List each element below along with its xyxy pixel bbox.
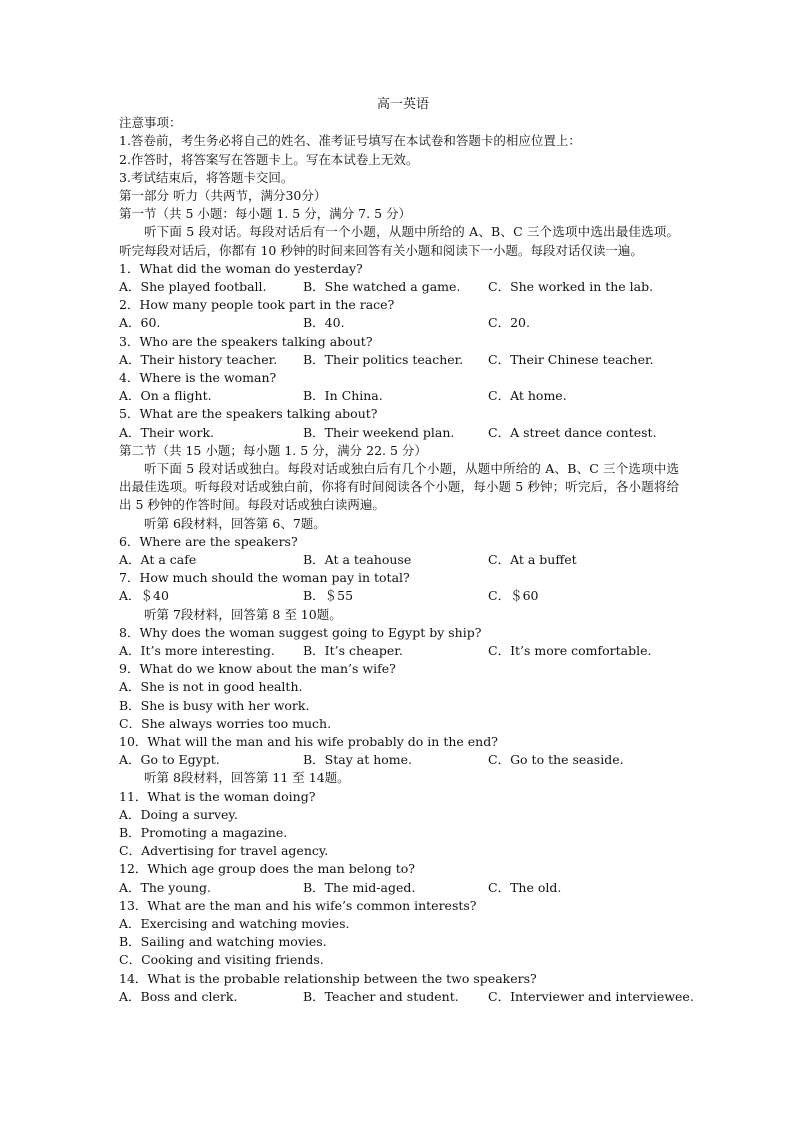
options-5 — [119, 424, 679, 442]
option-c: C．Interviewer and interviewee. — [488, 988, 694, 1004]
notice-heading: 注意事项： — [119, 115, 182, 131]
option-a: A．Boss and clerk. — [119, 988, 238, 1004]
option-c: C．She worked in the lab. — [488, 279, 654, 295]
options-12 — [119, 879, 679, 897]
page-title: 高一英语 — [376, 97, 429, 112]
options-6 — [119, 551, 679, 569]
option-a: A．She is not in good health. — [119, 679, 303, 695]
question-9: 9．What do we know about the man’s wife? — [119, 661, 396, 677]
option-c: C．Advertising for travel agency. — [119, 843, 329, 859]
options-8 — [119, 642, 679, 660]
option-b: B．She is busy with her work. — [119, 697, 310, 713]
option-c: C．It’s more comfortable. — [488, 642, 652, 658]
option-a: A．＄40 — [119, 588, 169, 604]
material-note: 听第 8段材料，回答第 11 至 14题。 — [144, 770, 350, 786]
material-note: 听第 7段材料，回答第 8 至 10题。 — [144, 606, 342, 622]
question-8: 8．Why does the woman suggest going to Egypt by ship? — [119, 624, 482, 640]
option-b: B．The mid-aged. — [303, 879, 416, 895]
question-5: 5．What are the speakers talking about? — [119, 406, 378, 422]
question-12: 12．Which age group does the man belong to? — [119, 861, 415, 877]
question-2: 2．How many people took part in the race? — [119, 297, 395, 313]
option-b: B．In China. — [303, 388, 383, 404]
options-14 — [119, 988, 694, 1006]
options-10 — [119, 751, 679, 769]
notice-item: 2.作答时，将答案写在答题卡上。写在本试卷上无效。 — [119, 151, 419, 167]
part-heading: 第一部分 听力（共两节，满分30分） — [119, 188, 327, 204]
option-c: C．＄60 — [488, 588, 539, 604]
option-a: A．She played football. — [119, 279, 267, 295]
material-note: 听第 6段材料，回答第 6、7题。 — [144, 515, 326, 531]
option-c: C．A street dance contest. — [488, 424, 657, 440]
option-c: C．The old. — [488, 879, 562, 895]
section-instructions: 听下面 5 段对话或独白。每段对话或独白后有几个小题，从题中所给的 A、B、C 三个选项中选出最佳选项。听每段对话或独白前，你将有时间阅读各个小题，每小题 5 秒钟；听完后，各小题将给出 5 秒钟的作答时间。每段对话或独白读两遍。 — [119, 460, 679, 513]
option-a: A．Their history teacher. — [119, 351, 278, 367]
option-a: A．Their work. — [119, 424, 215, 440]
option-c: C．At home. — [488, 388, 567, 404]
option-a: A．At a cafe — [119, 552, 197, 567]
option-c: C．20. — [488, 315, 530, 331]
option-a: A．On a flight. — [119, 388, 212, 404]
section-instructions: 听下面 5 段对话。每段对话后有一个小题，从题中所给的 A、B、C 三个选项中选出最佳选项。听完每段对话后，你都有 10 秒钟的时间来回答有关小题和阅读下一小题。每段对话仅读一遍。 — [119, 224, 679, 258]
section-heading: 第一节（共 5 小题：每小题 1. 5 分，满分 7. 5 分） — [119, 206, 411, 222]
option-a: A．It’s more interesting. — [119, 642, 275, 658]
question-14: 14．What is the probable relationship between the two speakers? — [119, 970, 537, 986]
question-7: 7．How much should the woman pay in total? — [119, 570, 410, 586]
option-b: B．Teacher and student. — [303, 988, 459, 1004]
option-a: A．Doing a survey. — [119, 806, 238, 822]
option-a: A．Go to Egypt. — [119, 752, 220, 768]
option-c: C．Their Chinese teacher. — [488, 351, 654, 367]
option-a: A．Exercising and watching movies. — [119, 915, 350, 931]
option-b: B．At a teahouse — [303, 552, 412, 567]
option-c: C．Cooking and visiting friends. — [119, 952, 324, 968]
question-6: 6．Where are the speakers? — [119, 533, 298, 549]
options-3 — [119, 351, 679, 369]
question-10: 10．What will the man and his wife probably do in the end? — [119, 733, 498, 749]
options-1 — [119, 278, 679, 296]
options-7 — [119, 587, 679, 605]
question-4: 4．Where is the woman? — [119, 370, 277, 385]
option-b: B．Stay at home. — [303, 752, 413, 768]
question-13: 13．What are the man and his wife’s common interests? — [119, 897, 477, 913]
option-b: B．It’s cheaper. — [303, 642, 403, 658]
option-b: B．40. — [303, 315, 345, 331]
option-b: B．Their weekend plan. — [303, 424, 455, 440]
question-3: 3．Who are the speakers talking about? — [119, 333, 373, 349]
option-c: C．At a buffet — [488, 552, 577, 567]
section-heading: 第二节（共 15 小题；每小题 1. 5 分，满分 22. 5 分） — [119, 442, 427, 458]
option-b: B．Sailing and watching movies. — [119, 934, 327, 950]
option-a: A．60. — [119, 315, 161, 331]
options-2 — [119, 314, 679, 332]
question-11: 11．What is the woman doing? — [119, 788, 316, 804]
options-4 — [119, 387, 679, 405]
option-b: B．Their politics teacher. — [303, 351, 464, 367]
option-b: B．＄55 — [303, 588, 354, 604]
notice-item: 3.考试结束后，将答题卡交回。 — [119, 169, 294, 185]
option-b: B．She watched a game. — [303, 279, 461, 295]
exam-page — [119, 96, 694, 1006]
notice-item: 1.答卷前，考生务必将自己的姓名、准考证号填写在本试卷和答题卡的相应位置上： — [119, 133, 581, 149]
option-a: A．The young. — [119, 879, 211, 895]
question-1: 1．What did the woman do yesterday? — [119, 260, 363, 276]
option-c: C．She always worries too much. — [119, 715, 332, 731]
option-b: B．Promoting a magazine. — [119, 824, 288, 840]
option-c: C．Go to the seaside. — [488, 752, 624, 768]
